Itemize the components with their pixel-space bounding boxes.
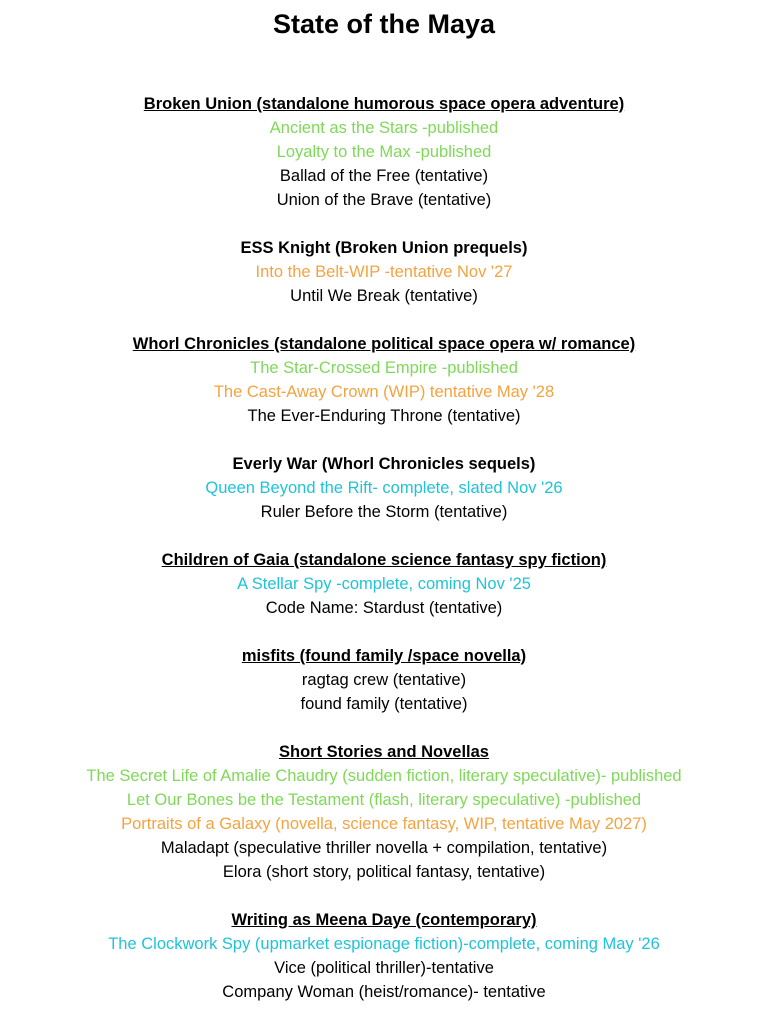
book-entry: Let Our Bones be the Testament (flash, literary speculative) -published	[126, 791, 642, 809]
book-entry: found family (tentative)	[300, 695, 468, 713]
book-entry: The Clockwork Spy (upmarket espionage fiction)-complete, coming May '26	[108, 935, 660, 953]
book-entry: Ancient as the Stars -published	[269, 119, 499, 137]
book-entry: The Secret Life of Amalie Chaudry (sudden fiction, literary speculative)- published	[86, 767, 682, 785]
book-entry: Into the Belt-WIP -tentative Nov '27	[255, 263, 513, 281]
book-entry: Union of the Brave (tentative)	[276, 191, 492, 209]
book-entry: ragtag crew (tentative)	[301, 671, 467, 689]
section-spacer	[0, 620, 768, 644]
book-entry: Elora (short story, political fantasy, tentative)	[222, 863, 546, 881]
book-entry: Until We Break (tentative)	[290, 287, 478, 305]
section-heading-broken-union: Broken Union (standalone humorous space opera adventure)	[143, 95, 625, 113]
section-heading-whorl-chronicles: Whorl Chronicles (standalone political space opera w/ romance)	[132, 335, 636, 353]
book-entry: A Stellar Spy -complete, coming Nov '25	[237, 575, 531, 593]
book-entry: Loyalty to the Max -published	[276, 143, 492, 161]
book-entry: Queen Beyond the Rift- complete, slated Nov '26	[205, 479, 563, 497]
section-spacer	[0, 716, 768, 740]
book-entry: The Cast-Away Crown (WIP) tentative May '28	[213, 383, 555, 401]
page-title: State of the Maya	[272, 9, 496, 39]
section-spacer	[0, 524, 768, 548]
section-heading-children-of-gaia: Children of Gaia (standalone science fantasy spy fiction)	[161, 551, 607, 569]
series-list	[0, 92, 768, 1004]
book-entry: Ruler Before the Storm (tentative)	[260, 503, 508, 521]
book-entry: Maladapt (speculative thriller novella + compilation, tentative)	[160, 839, 608, 857]
book-entry: The Star-Crossed Empire -published	[250, 359, 518, 377]
section-spacer	[0, 428, 768, 452]
section-spacer	[0, 884, 768, 908]
book-entry: Portraits of a Galaxy (novella, science fantasy, WIP, tentative May 2027)	[121, 815, 647, 833]
book-entry: Vice (political thriller)-tentative	[274, 959, 494, 977]
book-entry: The Ever-Enduring Throne (tentative)	[247, 407, 521, 425]
section-spacer	[0, 212, 768, 236]
book-entry: Company Woman (heist/romance)- tentative	[222, 983, 546, 1001]
section-heading-everly-war: Everly War (Whorl Chronicles sequels)	[232, 455, 536, 473]
section-heading-misfits: misfits (found family /space novella)	[241, 647, 527, 665]
section-heading-meena-daye: Writing as Meena Daye (contemporary)	[231, 911, 537, 929]
book-entry: Ballad of the Free (tentative)	[279, 167, 489, 185]
section-spacer	[0, 308, 768, 332]
section-heading-ess-knight: ESS Knight (Broken Union prequels)	[240, 239, 528, 257]
book-entry: Code Name: Stardust (tentative)	[265, 599, 503, 617]
section-heading-short-stories: Short Stories and Novellas	[279, 743, 489, 761]
